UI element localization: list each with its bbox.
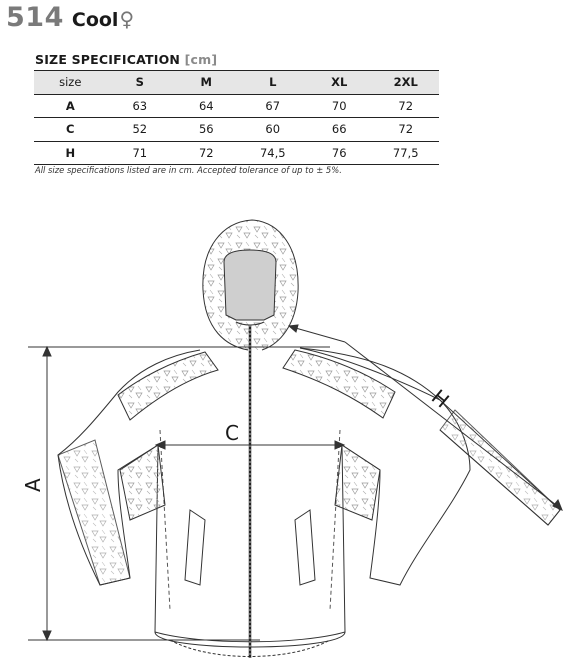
table-cell: 76 xyxy=(306,141,372,165)
column-header-m: M xyxy=(173,71,239,95)
size-spec-title: SIZE SPECIFICATION xyxy=(35,52,181,67)
row-label-h: H xyxy=(34,141,107,165)
table-cell: 72 xyxy=(372,118,439,142)
table-cell: 60 xyxy=(240,118,306,142)
size-spec-unit: [cm] xyxy=(184,52,218,67)
product-name: Cool xyxy=(71,9,119,31)
table-cell: 74,5 xyxy=(240,141,306,165)
table-cell: 72 xyxy=(372,94,439,118)
label-a: A xyxy=(21,478,45,492)
column-header-xl: XL xyxy=(306,71,372,95)
table-cell: 72 xyxy=(173,141,239,165)
column-header-l: L xyxy=(240,71,306,95)
row-label-a: A xyxy=(34,94,107,118)
product-number: 514 xyxy=(6,2,64,33)
table-cell: 71 xyxy=(107,141,173,165)
table-cell: 52 xyxy=(107,118,173,142)
jacket-outline xyxy=(58,220,560,657)
column-header-s: S xyxy=(107,71,173,95)
column-header-size: size xyxy=(34,71,107,95)
tolerance-note: All size specifications listed are in cm. Accepted tolerance of up to ± 5%. xyxy=(35,165,342,175)
table-cell: 64 xyxy=(173,94,239,118)
female-symbol-icon: ♀ xyxy=(119,7,135,31)
table-cell: 70 xyxy=(306,94,372,118)
label-h: H xyxy=(426,384,454,413)
table-cell: 77,5 xyxy=(372,141,439,165)
label-c: C xyxy=(225,421,239,445)
table-cell: 63 xyxy=(107,94,173,118)
row-label-c: C xyxy=(34,118,107,142)
table-cell: 66 xyxy=(306,118,372,142)
table-cell: 67 xyxy=(240,94,306,118)
table-cell: 56 xyxy=(173,118,239,142)
column-header-2xl: 2XL xyxy=(372,71,439,95)
